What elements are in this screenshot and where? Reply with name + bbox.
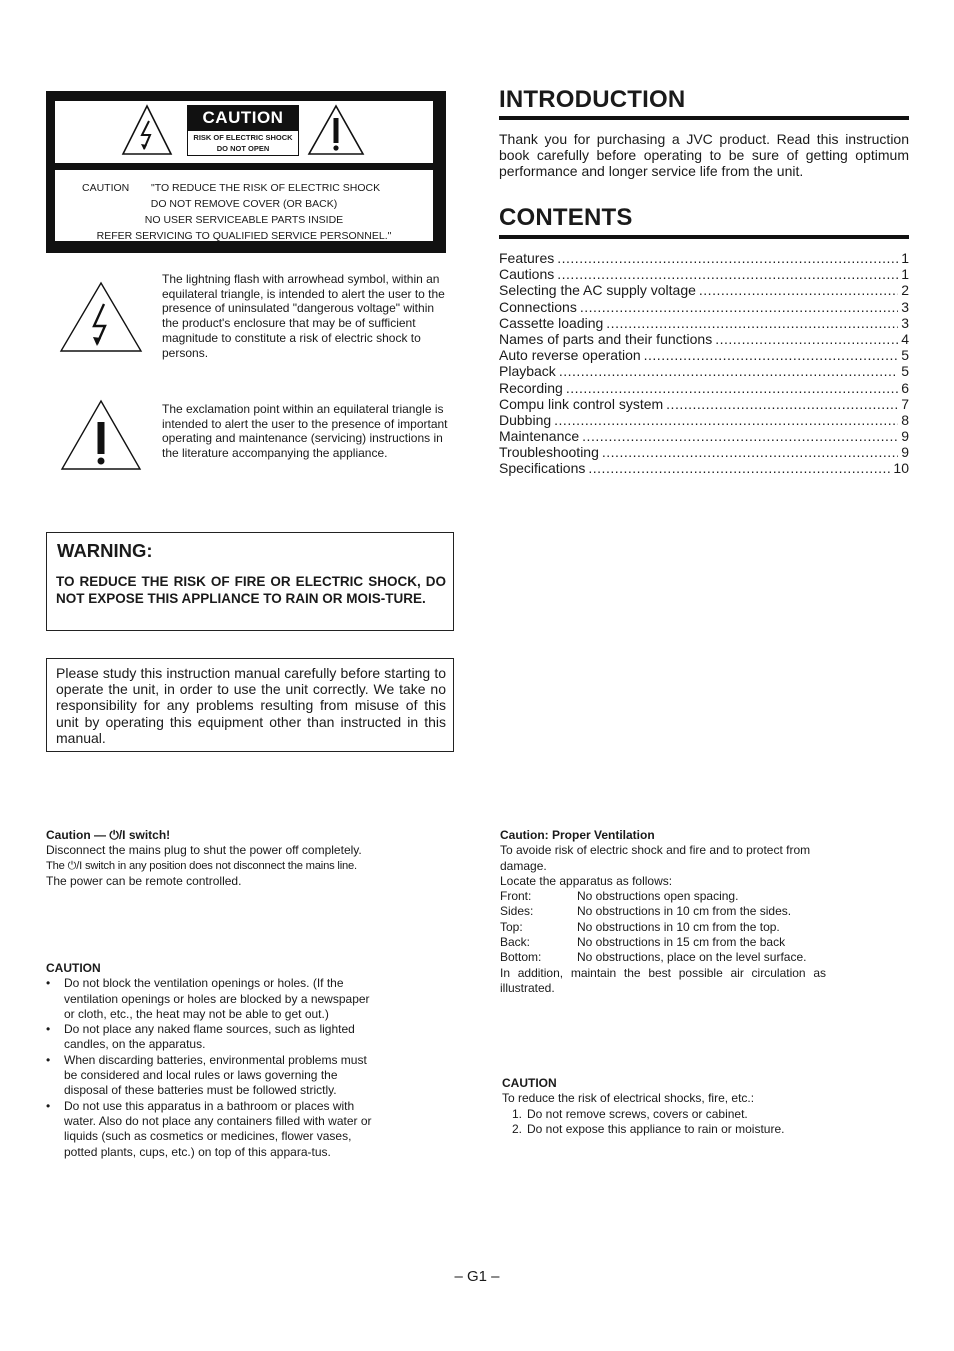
contents-item xyxy=(499,428,909,444)
ventilation-row-value: No obstructions, place on the level surface. xyxy=(577,950,807,965)
contents-item xyxy=(499,444,909,460)
introduction-body: Thank you for purchasing a JVC product. Read this instruction book carefully before operating to be sure of getting optimum performance and longer service life from the unit. xyxy=(499,131,909,180)
caution-bullet-item xyxy=(46,1099,376,1160)
caution-badge-sub1: RISK OF ELECTRIC SHOCK xyxy=(193,133,293,142)
warning-body: TO REDUCE THE RISK OF FIRE OR ELECTRIC SHOCK, DO NOT EXPOSE THIS APPLIANCE TO RAIN OR MOIS-TURE. xyxy=(56,574,446,606)
ventilation-intro: To avoide risk of electric shock and fire and to protect from damage. xyxy=(500,843,811,873)
contents-item-page: 9 xyxy=(901,428,909,445)
caution-list-title: CAUTION xyxy=(46,961,101,975)
caution-bullet-text: Do not block the ventilation openings or holes. (If the ventilation openings or holes are blocked by a newspaper or cloth, etc., the heat may not be able to get out.) xyxy=(64,976,370,1021)
contents-leader-dots xyxy=(580,299,898,315)
contents-item-label: Names of parts and their functions xyxy=(499,330,713,347)
contents-item-label: Playback xyxy=(499,363,556,380)
contents-item-page: 3 xyxy=(901,314,909,331)
contents-item-page: 8 xyxy=(901,411,909,428)
contents-leader-dots xyxy=(566,380,898,396)
lightning-warning-icon xyxy=(121,104,173,156)
contents-item xyxy=(499,363,909,379)
contents-leader-dots xyxy=(554,412,898,428)
introduction-rule xyxy=(499,116,909,120)
contents-item xyxy=(499,315,909,331)
contents-item-label: Maintenance xyxy=(499,428,580,445)
contents-item-page: 2 xyxy=(901,282,909,299)
contents-item xyxy=(499,250,909,266)
contents-leader-dots xyxy=(644,347,899,363)
bullet-icon: • xyxy=(46,976,51,991)
study-notice-text: Please study this instruction manual carefully before starting to operate the unit, in order to use the unit correctly. We take no responsibility for any problems resulting from misuse of this unit by operating this equipment other than instructed in this manual. xyxy=(56,665,446,746)
contents-item-label: Specifications xyxy=(499,460,586,477)
ventilation-row xyxy=(500,920,826,935)
ventilation-row xyxy=(500,935,826,950)
contents-item-page: 6 xyxy=(901,379,909,396)
caution-list-section xyxy=(46,961,376,1160)
caution-line-1: "TO REDUCE THE RISK OF ELECTRIC SHOCK xyxy=(151,182,381,194)
ventilation-title: Caution: Proper Ventilation xyxy=(500,828,655,842)
contents-item-label: Recording xyxy=(499,379,563,396)
ventilation-section xyxy=(500,828,826,996)
ventilation-footer: In addition, maintain the best possible air circulation as illustrated. xyxy=(500,965,826,995)
ventilation-row-value: No obstructions in 10 cm from the top. xyxy=(577,919,780,934)
exclamation-symbol-text: The exclamation point within an equilateral triangle is intended to alert the user to the presence of important operating and maintenance (servicing) instructions in the literature accompanying the appliance. xyxy=(162,402,448,461)
contents-leader-dots xyxy=(666,396,898,412)
caution-prefix: CAUTION xyxy=(82,182,130,194)
contents-item-page: 5 xyxy=(901,347,909,364)
caution-right-item-number: 2. xyxy=(511,1121,522,1136)
ventilation-row-key: Back: xyxy=(500,935,531,950)
contents-item-label: Features xyxy=(499,250,555,266)
page-number: – G1 – xyxy=(454,1268,500,1285)
contents-item-label: Cassette loading xyxy=(499,314,604,331)
contents-item xyxy=(499,299,909,315)
ventilation-row xyxy=(500,904,826,919)
contents-item-label: Connections xyxy=(499,298,577,315)
switch-caution-title: Caution — ⏻/I switch! xyxy=(46,828,171,842)
switch-caution-line-2: The ⏻/I switch in any position does not disconnect the mains line. xyxy=(46,859,357,872)
caution-right-item-text: Do not remove screws, covers or cabinet. xyxy=(527,1106,748,1121)
contents-item xyxy=(499,460,909,476)
bullet-icon: • xyxy=(46,1052,51,1067)
contents-item-label: Cautions xyxy=(499,266,555,283)
contents-leader-dots xyxy=(557,250,898,266)
ventilation-rows xyxy=(500,889,826,965)
contents-leader-dots xyxy=(606,315,898,331)
contents-leader-dots xyxy=(602,444,898,460)
caution-right-item xyxy=(502,1107,842,1122)
caution-right-intro: To reduce the risk of electrical shocks, fire, etc.: xyxy=(502,1091,755,1106)
contents-list xyxy=(499,250,909,477)
caution-line-2: DO NOT REMOVE COVER (OR BACK) xyxy=(150,198,338,210)
contents-item-label: Dubbing xyxy=(499,411,552,428)
contents-item-label: Auto reverse operation xyxy=(499,347,641,364)
contents-item xyxy=(499,282,909,298)
contents-item-page: 7 xyxy=(901,395,909,412)
caution-bullet-item xyxy=(46,1022,376,1053)
contents-leader-dots xyxy=(557,266,898,282)
caution-right-item-number: 1. xyxy=(511,1106,522,1121)
caution-bullets xyxy=(46,976,376,1160)
ventilation-row-key: Bottom: xyxy=(500,950,542,965)
caution-badge-title: CAUTION xyxy=(187,105,299,130)
lightning-symbol-text: The lightning flash with arrowhead symbol, within an equilateral triangle, is intended to alert the user to the presence of uninsulated "dangerous voltage" within the product's enclosure that may be of sufficient magnitude to constitute a risk of electric shock to persons. xyxy=(162,272,445,360)
contents-item xyxy=(499,396,909,412)
contents-item-label: Troubleshooting xyxy=(499,444,599,461)
switch-caution-line-3: The power can be remote controlled. xyxy=(46,873,242,888)
caution-right-section xyxy=(502,1076,842,1137)
warning-box xyxy=(46,532,454,631)
caution-right-title: CAUTION xyxy=(502,1076,557,1090)
ventilation-row xyxy=(500,950,826,965)
contents-item-label: Selecting the AC supply voltage xyxy=(499,282,696,299)
contents-item-page: 1 xyxy=(901,250,909,266)
contents-item xyxy=(499,331,909,347)
contents-item-page: 1 xyxy=(901,266,909,283)
contents-item-page: 4 xyxy=(901,330,909,347)
contents-leader-dots xyxy=(582,428,898,444)
contents-item-page: 3 xyxy=(901,298,909,315)
contents-item-page: 10 xyxy=(893,460,909,477)
caution-right-item-text: Do not expose this appliance to rain or moisture. xyxy=(527,1121,785,1136)
ventilation-row-key: Sides: xyxy=(500,904,534,919)
exclamation-warning-icon xyxy=(307,104,365,156)
caution-badge xyxy=(187,105,299,156)
contents-rule xyxy=(499,235,909,239)
caution-bullet-text: When discarding batteries, environmental problems must be considered and local rules or laws governing the disposal of these batteries must be followed strictly. xyxy=(64,1052,367,1098)
ventilation-row-key: Top: xyxy=(500,919,523,934)
contents-item xyxy=(499,412,909,428)
caution-bullet-item xyxy=(46,976,376,1022)
warning-title: WARNING: xyxy=(57,540,153,561)
caution-label-header xyxy=(55,101,433,170)
contents-leader-dots xyxy=(715,331,898,347)
ventilation-row xyxy=(500,889,826,904)
contents-item-label: Compu link control system xyxy=(499,395,664,412)
switch-caution xyxy=(46,828,426,889)
caution-label xyxy=(46,91,446,253)
caution-right-list xyxy=(502,1107,842,1138)
caution-bullet-text: Do not use this apparatus in a bathroom or places with water. Also do not place any containers filled with water or liquids (such as cosmetics or medicines, flower vases, potted plants, cups, etc.) on top of this appara-tus. xyxy=(64,1098,372,1159)
contents-item-page: 5 xyxy=(901,363,909,380)
contents-item-page: 9 xyxy=(901,444,909,461)
bullet-icon: • xyxy=(46,1022,51,1037)
contents-item xyxy=(499,347,909,363)
caution-line-4: REFER SERVICING TO QUALIFIED SERVICE PERSONNEL." xyxy=(96,230,392,242)
ventilation-row-value: No obstructions open spacing. xyxy=(577,889,739,904)
contents-item xyxy=(499,266,909,282)
caution-badge-sub2: DO NOT OPEN xyxy=(216,144,270,153)
bullet-icon: • xyxy=(46,1098,51,1113)
contents-title: CONTENTS xyxy=(499,204,633,231)
contents-leader-dots xyxy=(588,460,890,476)
contents-leader-dots xyxy=(559,363,898,379)
lightning-triangle-icon xyxy=(59,280,143,354)
ventilation-locate: Locate the apparatus as follows: xyxy=(500,873,673,888)
introduction-title: INTRODUCTION xyxy=(499,86,686,113)
contents-item xyxy=(499,380,909,396)
caution-bullet-item xyxy=(46,1053,376,1099)
ventilation-row-key: Front: xyxy=(500,889,532,904)
switch-caution-line-1: Disconnect the mains plug to shut the power off completely. xyxy=(46,843,362,858)
caution-line-3: NO USER SERVICEABLE PARTS INSIDE xyxy=(144,214,344,226)
exclamation-triangle-icon xyxy=(60,398,142,472)
ventilation-row-value: No obstructions in 15 cm from the back xyxy=(577,935,786,950)
caution-bullet-text: Do not place any naked flame sources, such as lighted candles, on the apparatus. xyxy=(64,1022,355,1052)
study-notice-box xyxy=(46,658,454,752)
contents-leader-dots xyxy=(699,282,898,298)
ventilation-row-value: No obstructions in 10 cm from the sides. xyxy=(577,904,792,919)
caution-right-item xyxy=(502,1122,842,1137)
